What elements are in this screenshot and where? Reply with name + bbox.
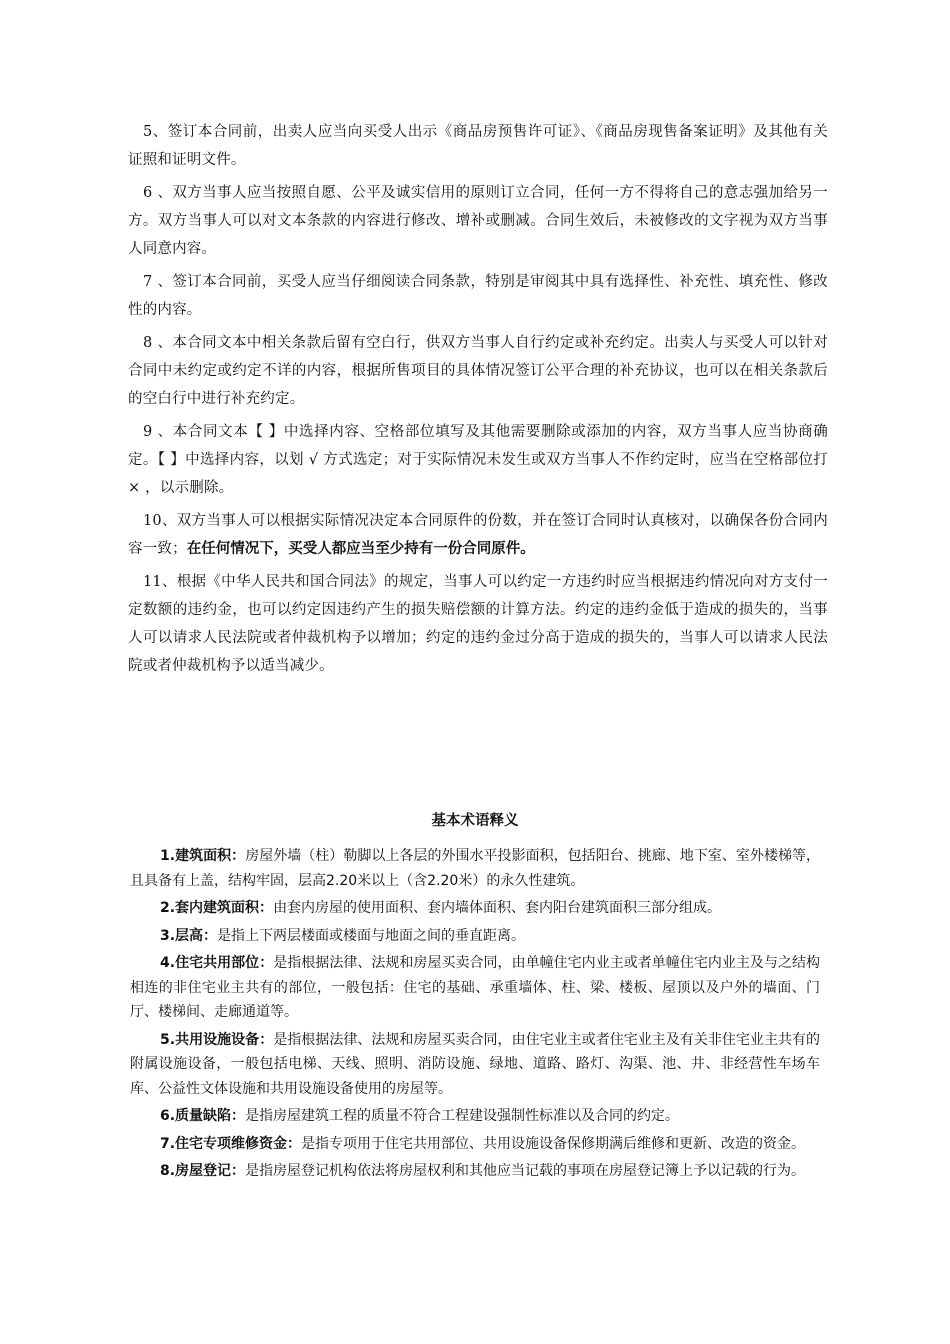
term-item	[130, 896, 820, 921]
note-item-11: 11、根据《中华人民共和国合同法》的规定，当事人可以约定一方违约时应当根据违约情况向对方支付一定数额的违约金，也可以约定因违约产生的损失赔偿额的计算方法。约定的违约金低于造成的损失的，当事人可以请求人民法院或者仲裁机构予以增加；约定的违约金过分高于造成的损失的，当事人可以请求人民法院或者仲裁机构予以适当减少。	[128, 574, 828, 674]
notes-section	[128, 118, 828, 685]
note-item-8: 8 、本合同文本中相关条款后留有空白行，供双方当事人自行约定或补充约定。出卖人与买受人可以针对合同中未约定或约定不详的内容，根据所售项目的具体情况签订公平合理的补充协议，也可以在相关条款后的空白行中进行补充约定。	[128, 335, 828, 407]
note-item-5: 5、签订本合同前，出卖人应当向买受人出示《商品房预售许可证》、《商品房现售备案证明》及其他有关证照和证明文件。	[128, 124, 828, 168]
term-label: 2.套内建筑面积：	[160, 900, 274, 916]
note-item-7: 7 、签订本合同前，买受人应当仔细阅读合同条款，特别是审阅其中具有选择性、补充性、填充性、修改性的内容。	[128, 274, 828, 318]
term-item	[130, 1028, 820, 1102]
term-label: 7.住宅专项维修资金：	[160, 1135, 302, 1152]
term-label: 1.建筑面积：	[160, 848, 246, 864]
term-item	[130, 1132, 820, 1157]
term-label: 6.质量缺陷：	[160, 1108, 246, 1124]
term-definition: 是指根据法律、法规和房屋买卖合同，由住宅业主或者住宅业主及有关非住宅业主共有的附属设施设备，一般包括电梯、天线、照明、消防设施、绿地、道路、路灯、沟渠、池、井、非经营性车场车库、公益性文体设施和共用设施设备使用的房屋等。	[130, 1031, 821, 1097]
term-label: 8.房屋登记：	[160, 1163, 246, 1179]
term-definition: 是指房屋登记机构依法将房屋权利和其他应当记载的事项在房屋登记簿上予以记载的行为。	[245, 1163, 806, 1179]
term-definition: 房屋外墙（柱）勒脚以上各层的外围水平投影面积，包括阳台、挑廊、地下室、室外楼梯等，且具备有上盖，结构牢固，层高2.20米以上（含2.20米）的永久性建筑。	[130, 848, 821, 889]
term-definition: 是指专项用于住宅共用部位、共用设施设备保修期满后维修和更新、改造的资金。	[301, 1135, 806, 1152]
note-item-9: 9 、本合同文本【 】中选择内容、空格部位填写及其他需要删除或添加的内容，双方当事人应当协商确定。【 】中选择内容，以划 √ 方式选定；对于实际情况未发生或双方当事人不作约定时，应当在空格部位打 × ，以示删除。	[128, 424, 829, 496]
terms-section	[130, 844, 820, 1187]
term-definition: 由套内房屋的使用面积、套内墙体面积、套内阳台建筑面积三部分组成。	[273, 900, 722, 916]
note-10-emphasis: 在任何情况下，买受人都应当至少持有一份合同原件。	[186, 541, 535, 557]
term-definition: 是指上下两层楼面或楼面与地面之间的垂直距离。	[217, 927, 526, 944]
term-label: 5.共用设施设备：	[160, 1031, 274, 1048]
term-label: 3.层高：	[160, 927, 218, 944]
term-item	[130, 1104, 820, 1129]
term-definition: 是指根据法律、法规和房屋买卖合同，由单幢住宅内业主或者单幢住宅内业主及与之结构相连的非住宅业主共有的部位，一般包括：住宅的基础、承重墙体、柱、梁、楼板、屋顶以及户外的墙面、门厅、楼梯间、走廊通道等。	[130, 955, 821, 1020]
term-definition: 是指房屋建筑工程的质量不符合工程建设强制性标准以及合同的约定。	[245, 1108, 680, 1124]
term-label: 4.住宅共用部位：	[160, 955, 274, 971]
note-item-10: 10、双方当事人可以根据实际情况决定本合同原件的份数，并在签订合同时认真核对，以确保各份合同内容一致；在任何情况下，买受人都应当至少持有一份合同原件。	[128, 513, 828, 557]
terms-heading: 基本术语释义	[431, 813, 519, 829]
term-item	[130, 951, 820, 1025]
term-item	[130, 844, 820, 893]
term-item	[130, 1159, 820, 1184]
term-item	[130, 924, 820, 949]
note-item-6: 6 、双方当事人应当按照自愿、公平及诚实信用的原则订立合同，任何一方不得将自己的意志强加给另一方。双方当事人可以对文本条款的内容进行修改、增补或删减。合同生效后，未被修改的文字视为双方当事人同意内容。	[128, 185, 828, 257]
